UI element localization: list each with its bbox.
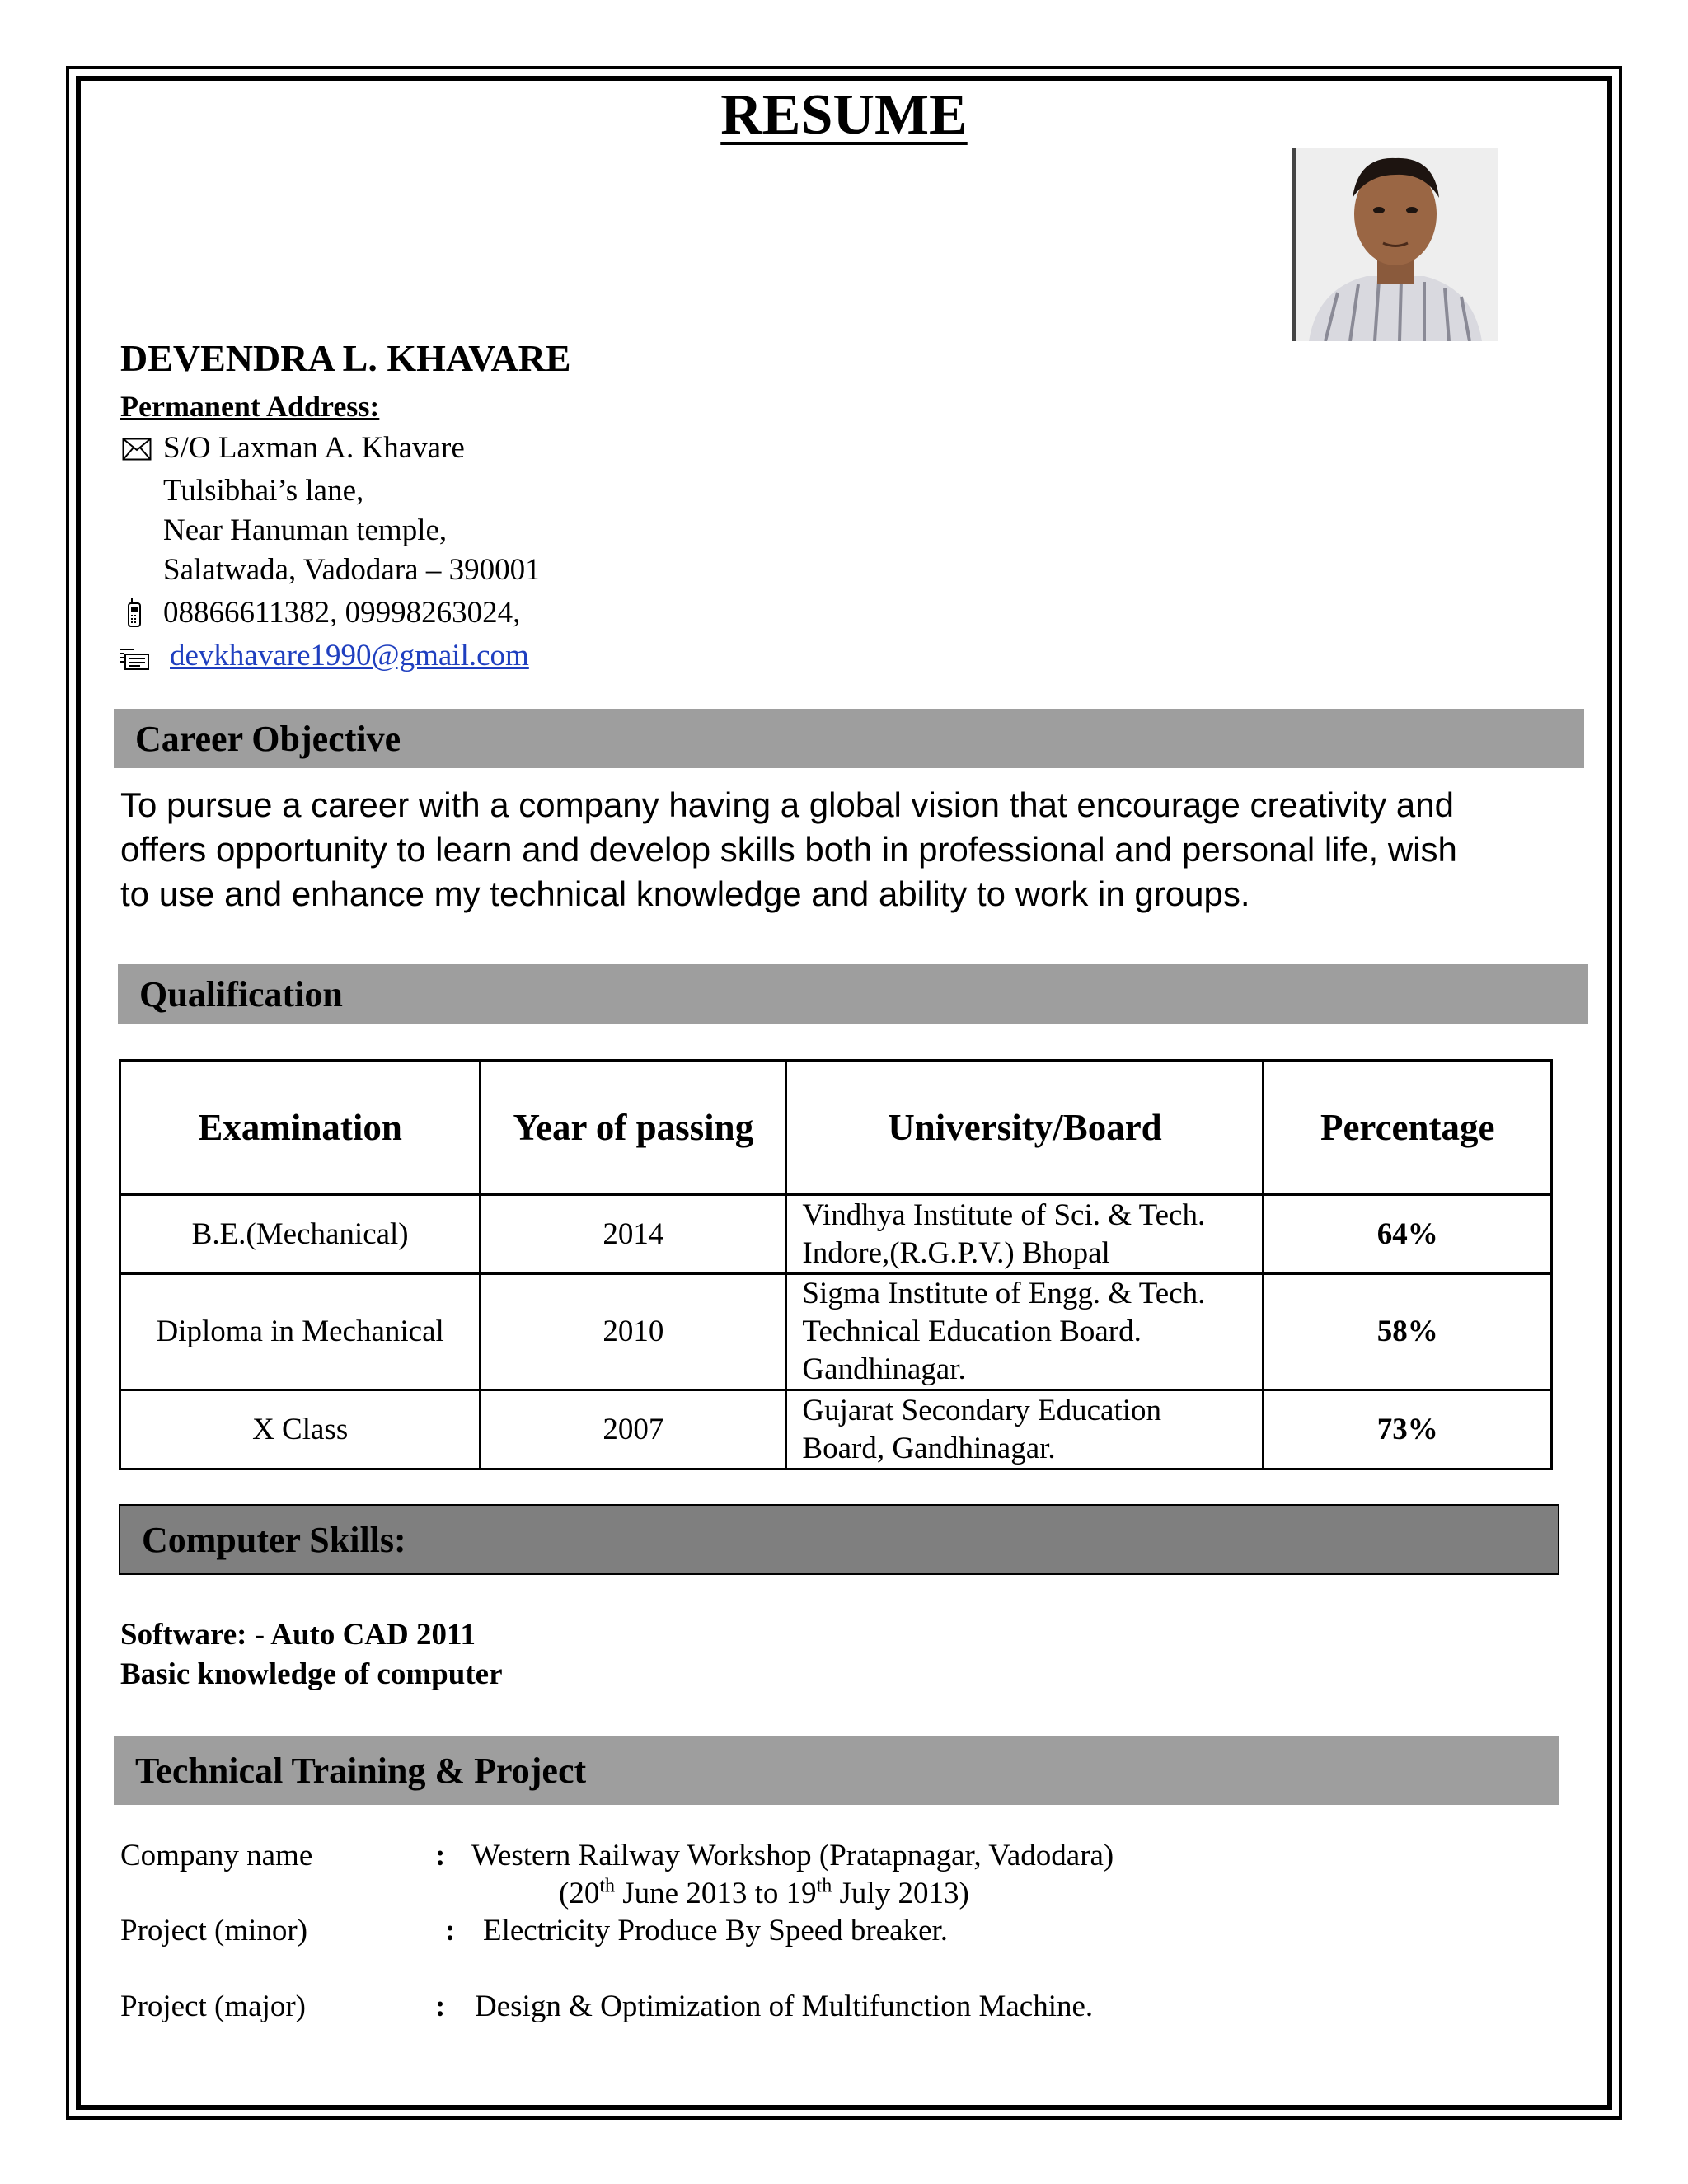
percentage-cell: 73%	[1264, 1390, 1552, 1469]
table-row	[120, 1390, 1552, 1469]
resume-title: RESUME	[720, 83, 968, 147]
project-minor-label: Project (minor)	[120, 1914, 308, 1947]
project-major-value: Design & Optimization of Multifunction Machine.	[475, 1990, 1094, 2023]
address-heading: Permanent Address:	[120, 390, 380, 423]
exam-cell: X Class	[120, 1390, 481, 1469]
company-label: Company name	[120, 1839, 313, 1872]
exam-cell: Diploma in Mechanical	[120, 1274, 481, 1390]
column-header: Examination	[120, 1061, 481, 1195]
year-cell: 2007	[481, 1390, 786, 1469]
company-value: Western Railway Workshop (Pratapnagar, Vadodara)	[471, 1839, 1114, 1872]
university-line: Sigma Institute of Engg. & Tech.	[802, 1277, 1206, 1310]
objective-line: to use and enhance my technical knowledge and ability to work in groups.	[120, 874, 1250, 913]
project-major-label: Project (major)	[120, 1990, 306, 2023]
year-cell: 2014	[481, 1195, 786, 1274]
table-row	[120, 1195, 1552, 1274]
training-dates: (20th June 2013 to 19th July 2013)	[559, 1875, 969, 1910]
column-header: Percentage	[1264, 1061, 1552, 1195]
address-line-3: Near Hanuman temple,	[163, 513, 448, 547]
table-header-row	[120, 1061, 1552, 1195]
candidate-name: DEVENDRA L. KHAVARE	[120, 337, 571, 379]
email-link[interactable]: devkhavare1990@gmail.com	[170, 639, 529, 673]
column-header: University/Board	[786, 1061, 1264, 1195]
table-row	[120, 1274, 1552, 1390]
university-line: Indore,(R.G.P.V.) Bhopal	[802, 1235, 1110, 1270]
colon-separator: :	[445, 1914, 456, 1947]
email-icon	[120, 646, 153, 671]
university-line: Technical Education Board.	[802, 1315, 1142, 1348]
phone-numbers: 08866611382, 09998263024,	[163, 596, 521, 630]
university-line: Vindhya Institute of Sci. & Tech.	[802, 1197, 1206, 1232]
objective-line: To pursue a career with a company having a global vision that encourage creativity and	[120, 785, 1454, 824]
address-line-2: Tulsibhai’s lane,	[163, 474, 364, 508]
university-line: Board, Gandhinagar.	[802, 1431, 1056, 1465]
phone-icon	[125, 597, 143, 628]
section-bar-computer-skills	[119, 1504, 1559, 1575]
percentage-cell: 58%	[1264, 1274, 1552, 1390]
colon-separator: :	[435, 1990, 446, 2023]
qualification-table	[119, 1059, 1553, 1470]
section-bar-qualification	[118, 964, 1588, 1024]
university-cell	[786, 1274, 1264, 1390]
section-bar-career-objective	[114, 709, 1584, 768]
project-minor-value: Electricity Produce By Speed breaker.	[483, 1914, 949, 1947]
university-line: Gandhinagar.	[802, 1352, 966, 1386]
university-cell	[786, 1390, 1264, 1469]
section-bar-training	[114, 1736, 1559, 1805]
column-header: Year of passing	[481, 1061, 786, 1195]
address-line-1: S/O Laxman A. Khavare	[163, 431, 465, 465]
university-cell	[786, 1195, 1264, 1274]
career-objective-heading: Career Objective	[135, 718, 401, 759]
computer-skills-heading: Computer Skills:	[142, 1519, 406, 1560]
profile-photo	[1292, 148, 1498, 341]
exam-cell: B.E.(Mechanical)	[120, 1195, 481, 1274]
address-line-4: Salatwada, Vadodara – 390001	[163, 553, 541, 587]
mail-icon	[122, 438, 152, 461]
university-line: Gujarat Secondary Education	[802, 1393, 1162, 1427]
objective-line: offers opportunity to learn and develop skills both in professional and personal life, wish	[120, 830, 1457, 869]
skills-block	[120, 1615, 503, 1694]
percentage-cell: 64%	[1264, 1195, 1552, 1274]
year-cell: 2010	[481, 1274, 786, 1390]
qualification-heading: Qualification	[139, 973, 343, 1015]
objective-text	[120, 783, 1571, 916]
colon-separator: :	[435, 1839, 446, 1872]
software-skill: Software: - Auto CAD 2011	[120, 1618, 476, 1652]
basic-skill: Basic knowledge of computer	[120, 1657, 503, 1691]
training-heading: Technical Training & Project	[135, 1750, 587, 1791]
